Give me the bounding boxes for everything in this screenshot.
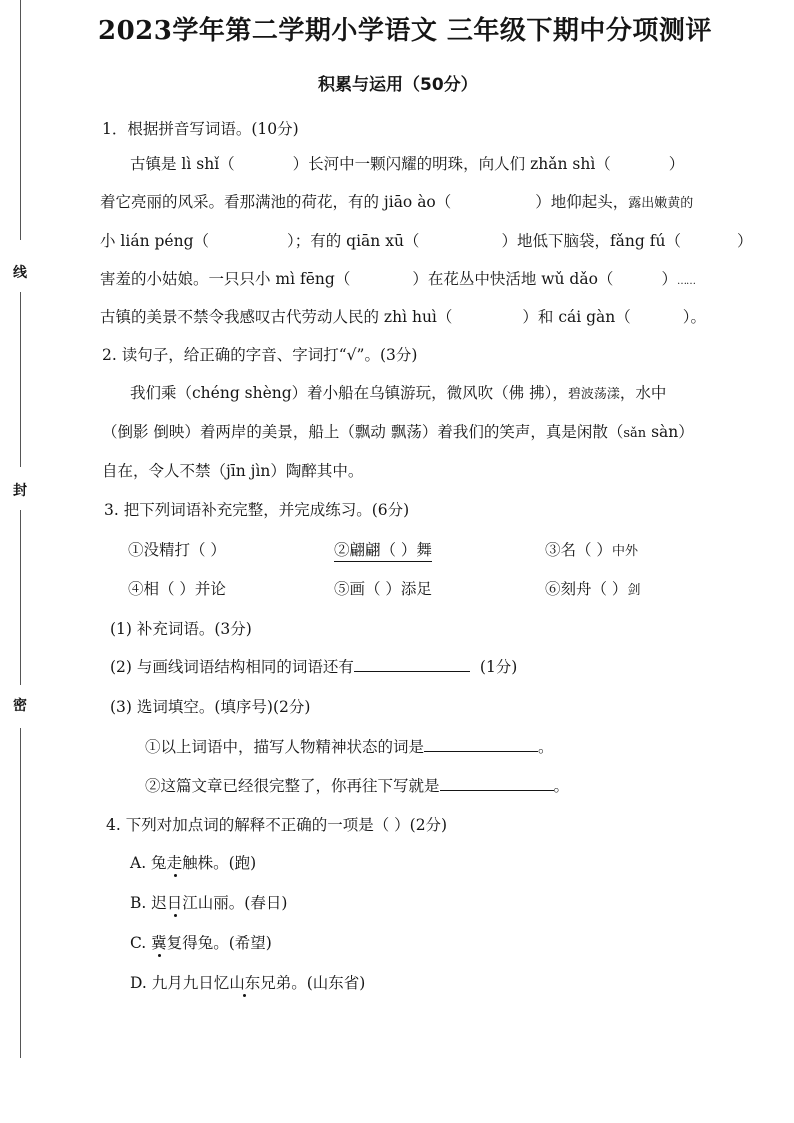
q1-line-3-a: 小 lián péng（ bbox=[100, 232, 209, 250]
q4-option-a-post: 触株。(跑) bbox=[182, 854, 257, 872]
q3-sub-1: (1) 补充词语。(3分) bbox=[110, 620, 252, 638]
q1-line-3-b: ）；有的 qiān xū（ bbox=[287, 232, 420, 250]
q3-word-4: ④相（ ）并论 bbox=[128, 580, 226, 598]
q4-option-c bbox=[130, 931, 272, 953]
q3-sub-3: (3) 选词填空。(填序号)(2分) bbox=[110, 698, 311, 716]
q1-line-4-a: 害羞的小姑娘。一只只小 mì fēng（ bbox=[100, 270, 351, 288]
q3-sub-2 bbox=[110, 655, 517, 677]
q4-option-a-dotted: 走 bbox=[166, 854, 183, 872]
page-title: 2023学年第二学期小学语文 三年级下期中分项测评 bbox=[98, 16, 712, 46]
q1-line-4-scribble: …… bbox=[676, 276, 695, 287]
q4-option-d-pre: D. 九月九日忆 bbox=[130, 974, 230, 992]
q2-line-1-handwritten-note: 碧波荡漾 bbox=[567, 387, 620, 402]
q3-word-2-text: ②翩翩（ ）舞 bbox=[334, 541, 432, 559]
q4-option-b-dotted: 日 bbox=[166, 894, 183, 912]
q4-option-c-dotted: 冀 bbox=[151, 934, 167, 952]
q3-word-6-text: ⑥刻舟（ ） bbox=[545, 580, 628, 598]
q2-line-3: 自在，令人不禁（jīn jìn）陶醉其中。 bbox=[102, 462, 364, 480]
q3-word-5: ⑤画（ ）添足 bbox=[334, 580, 432, 598]
q4-option-d-post: 兄弟。(山东省) bbox=[260, 974, 366, 992]
q1-line-5-c: ）。 bbox=[682, 308, 707, 326]
q1-line-3-d: ） bbox=[736, 232, 753, 250]
q3-sub-3-item-2-text: ②这篇文章已经很完整了，你再往下写就是 bbox=[145, 777, 440, 795]
q3-word-6-handwritten-note: 剑 bbox=[627, 583, 641, 598]
q3-word-3-text: ③名（ ） bbox=[545, 541, 612, 559]
q3-word-6 bbox=[545, 577, 640, 599]
q4-option-a bbox=[130, 851, 256, 873]
section-title: 积累与运用（50分） bbox=[318, 75, 478, 95]
q1-line-2 bbox=[100, 190, 693, 212]
binding-line-middle bbox=[20, 510, 21, 685]
q4-option-a-pre: A. 兔 bbox=[130, 854, 167, 872]
q4-option-b-post: 江山丽。(春日) bbox=[182, 894, 288, 912]
q1-line-5 bbox=[100, 305, 706, 327]
q3-word-2 bbox=[334, 538, 432, 562]
q3-word-3 bbox=[545, 538, 638, 560]
q1-line-4 bbox=[100, 267, 695, 289]
q4-option-d-dotted: 山东 bbox=[229, 974, 261, 992]
q2-line-2 bbox=[102, 420, 694, 442]
q4-option-d bbox=[130, 971, 365, 993]
q1-line-1-c: ） bbox=[668, 155, 685, 173]
q1-line-4-b: ）在花丛中快活地 wǔ dǎo（ bbox=[412, 270, 614, 288]
q1-line-2-handwritten-note: 露出嫩黄的 bbox=[628, 196, 694, 211]
binding-line-upper bbox=[20, 292, 21, 467]
q1-line-1-b: ）长河中一颗闪耀的明珠，向人们 zhǎn shì（ bbox=[292, 155, 611, 173]
q4-heading: 4. 下列对加点词的解释不正确的一项是（ ）(2分) bbox=[106, 816, 448, 834]
q3-sub-3-item-2-end: 。 bbox=[553, 777, 570, 795]
q4-option-b-pre: B. 迟 bbox=[130, 894, 167, 912]
q1-heading: 1．根据拼音写词语。(10分) bbox=[102, 120, 299, 138]
q1-line-1-a: 古镇是 lì shǐ（ bbox=[130, 155, 235, 173]
q1-line-2-b: ）地仰起头， bbox=[535, 193, 629, 211]
q2-line-2-b: sàn） bbox=[646, 423, 694, 441]
q3-sub-3-item-2-answer-line[interactable] bbox=[440, 774, 554, 791]
q4-option-b bbox=[130, 891, 287, 913]
q3-sub-2-points: (1分) bbox=[479, 658, 518, 676]
q3-sub-3-item-1-text: ①以上词语中，描写人物精神状态的词是 bbox=[145, 738, 425, 756]
binding-line-bottom bbox=[20, 728, 21, 1058]
q1-line-5-a: 古镇的美景不禁令我感叹古代劳动人民的 zhì huì（ bbox=[100, 308, 453, 326]
q2-line-2-handwritten-pinyin: sǎn bbox=[623, 426, 647, 441]
q2-line-2-a: （倒影 倒映）着两岸的美景，船上（飘动 飘荡）着我们的笑声，真是闲散（ bbox=[102, 423, 624, 441]
q3-sub-2-text: (2) 与画线词语结构相同的词语还有 bbox=[110, 658, 354, 676]
q3-sub-3-item-1-answer-line[interactable] bbox=[424, 735, 538, 752]
q3-sub-3-item-2 bbox=[145, 774, 569, 796]
q1-line-1 bbox=[130, 152, 684, 174]
q1-line-5-b: ）和 cái gàn（ bbox=[522, 308, 631, 326]
q3-sub-3-item-1 bbox=[145, 735, 554, 757]
q4-option-c-pre: C. bbox=[130, 934, 152, 952]
binding-char-feng: 封 bbox=[13, 483, 27, 499]
q2-line-1 bbox=[130, 381, 666, 403]
binding-char-xian: 线 bbox=[13, 265, 27, 281]
q1-line-2-a: 着它亮丽的风采。看那满池的荷花，有的 jiāo ào（ bbox=[100, 193, 452, 211]
q4-option-c-post: 复得兔。(希望) bbox=[166, 934, 272, 952]
q1-line-3 bbox=[100, 229, 752, 251]
q3-sub-3-item-1-end: 。 bbox=[538, 738, 554, 756]
q1-line-3-c: ）地低下脑袋，fǎng fú（ bbox=[501, 232, 681, 250]
q3-sub-2-answer-line[interactable] bbox=[354, 655, 470, 672]
q1-line-4-c: ） bbox=[661, 270, 677, 288]
q2-line-1-a: 我们乘（chéng shèng）着小船在乌镇游玩，微风吹（佛 拂）， bbox=[130, 384, 568, 402]
binding-line-top bbox=[20, 0, 21, 240]
binding-char-mi: 密 bbox=[13, 698, 27, 714]
q3-word-3-handwritten-note: 中外 bbox=[611, 544, 638, 559]
q3-heading: 3. 把下列词语补充完整，并完成练习。(6分) bbox=[104, 501, 410, 519]
q3-word-1: ①没精打（ ） bbox=[128, 541, 226, 559]
q2-heading: 2. 读句子，给正确的字音、字词打“√”。(3分) bbox=[102, 346, 418, 364]
q2-line-1-b: ，水中 bbox=[619, 384, 667, 402]
